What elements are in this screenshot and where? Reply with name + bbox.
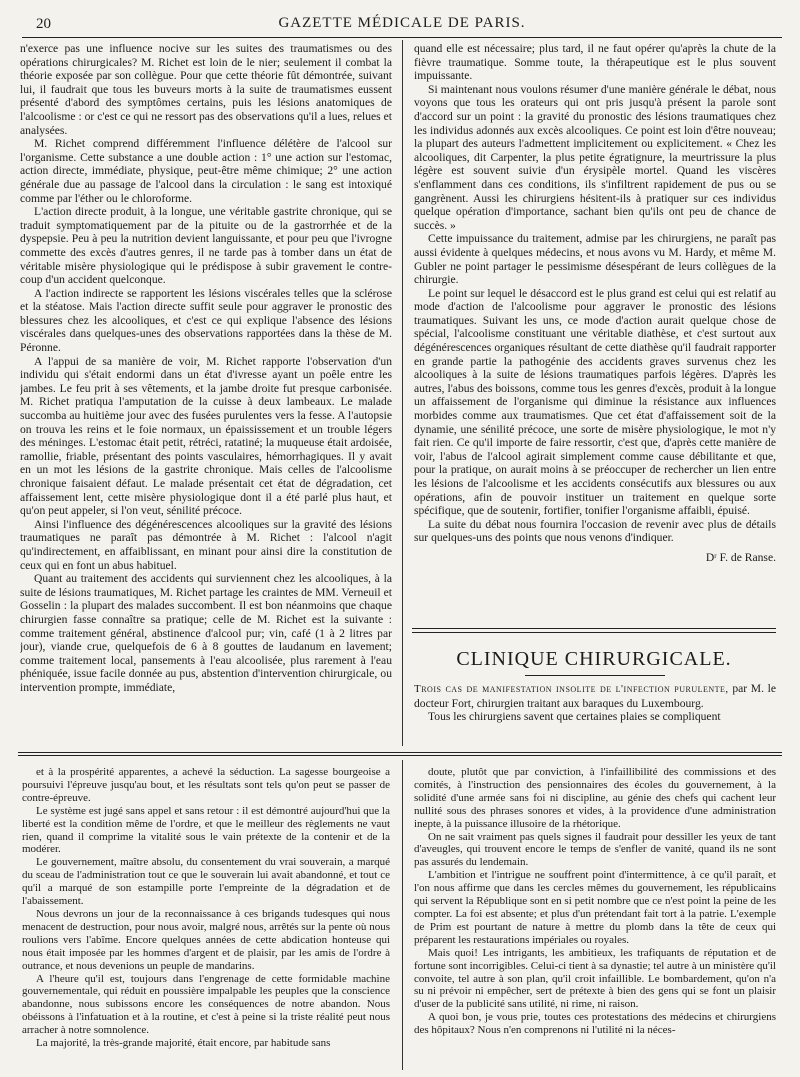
feuilleton-rule xyxy=(18,752,782,753)
section-rule xyxy=(412,628,776,629)
paragraph: La majorité, la très-grande majorité, était encore, par habitude sans xyxy=(36,1037,331,1050)
paragraph: M. Richet comprend différemment l'influence délétère de l'alcool sur l'organisme. Cette substance a une double action : 1° une action sur l'estomac, action directe, immédiate, physique, peut-être même chimique; 2° une action générale due au passage de l'alcool dans la circulation : le sang est intoxiqué comme par l'éther ou le chloroforme. xyxy=(20,137,392,205)
feuilleton-left-column xyxy=(22,766,390,1066)
clinic-article xyxy=(414,682,776,748)
article-heading xyxy=(414,682,776,710)
author-signature: Dʳ F. de Ranse. xyxy=(705,550,776,564)
paragraph: Mais quoi! Les intrigants, les ambitieux, les trafiquants de réputation et de fortune sont incorrigibles. Celui-ci tient à sa dynastie; tel autre à un ministère qu'il convoite, tel autre à son plan, qu'il croit infaillible. Le bombardement, qu'on n'a su ni prévoir ni empêcher, sert de prétexte à bien des gens qui se font un plaisir d'user de la publicité sans utilité, ni rime, ni raison. xyxy=(414,946,776,1011)
right-column xyxy=(414,42,776,622)
left-column xyxy=(20,42,392,744)
header-rule xyxy=(22,37,782,38)
paragraph: n'exerce pas une influence nocive sur les suites des traumatismes ou des opérations chirurgicales? M. Richet est loin de le nier; seulement il combat la théorie exposée par son collègue. Pour que cette théorie fût démontrée, suivant lui, il faudrait que tous les buveurs morts à la suite de traumatismes eussent présenté d'abord des symptômes certains, puis les lésions anatomiques de l'alcoolisme : or c'est ce qui ne ressort pas des observations qu'il a lues, relues et analysées. xyxy=(20,42,392,137)
feuilleton-right-column xyxy=(414,766,776,1066)
section-heading: CLINIQUE CHIRURGICALE. xyxy=(456,648,732,670)
heading-underline xyxy=(525,675,665,676)
paragraph: A l'heure qu'il est, toujours dans l'engrenage de cette formidable machine gouvernementale, qui réduit en poussière impalpable les peuples que la conscience abandonne, nous subissons encore les conséquences de notre abandon. Nous obéissons à l'infatuation et à la routine, et c'est à peine si la triste réalité peut nous arracher à notre somnolence. xyxy=(22,972,390,1037)
journal-title: GAZETTE MÉDICALE DE PARIS. xyxy=(278,15,526,31)
paragraph: L'action directe produit, à la longue, une véritable gastrite chronique, qui se traduit symptomatiquement par de la pituite ou de la gastrorrhée et de la dyspepsie. Peu à peu la nutrition devient languissante, et pour peu que l'ivrogne commette des excès d'autres genres, il ne tarde pas à tomber dans un état de véritable misère physiologique qui le prédispose à subir gravement le contre-coup d'un accident quelconque. xyxy=(20,205,392,287)
paragraph: doute, plutôt que par conviction, à l'infaillibilité des commissions et des comités, à l'instruction des pensionnaires des écoles du gouvernement, à la solidité d'une armée sans foi ni discipline, au génie des chefs qui cachent leur nullité sous des phrases sonores et vides, à la providence d'une administration inepte, à la puissance illusoire de la rhétorique. xyxy=(414,766,776,830)
paragraph: Tous les chirurgiens savent que certaines plaies se compliquent xyxy=(428,710,721,724)
paragraph: Le point sur lequel le désaccord est le plus grand est celui qui est relatif au mode d'action de l'alcoolisme pour aggraver le pronostic des lésions traumatiques. Suivant les uns, ce mode d'action aurait quelque chose de spécial, l'alcoolisme constituant une véritable diathèse, et c'est surtout aux dégénérescences organiques résultant de cette diathèse qu'il faudrait rapporter en grande partie la pathogénie des accidents graves survenus chez les alcooliques à la suite de lésions traumatiques parfois légères. D'après les autres, l'abus des boissons, comme tous les genres d'excès, produit à la longue un affaissement de l'organisme qui diminue la résistance aux influences morbides comme aux traumatismes. Que cet état d'affaissement soit de la dynamie, une sénilité précoce, une sorte de misère physiologique, le mot n'y fait rien. Ce qu'il importe de faire ressortir, c'est que, d'après cette manière de voir, l'abus de l'alcool agirait simplement comme cause débilitante et que, pour la pratique, on aurait moins à se préoccuper de rechercher un lien entre les lésions de l'alcoolisme et les accidents consécutifs aux blessures ou aux opérations, afin de pouvoir instituer un traitement en quelque sorte spécifique, que de soutenir, fortifier, tonifier l'organisme affaibli, épuisé. xyxy=(414,286,776,518)
paragraph: quand elle est nécessaire; plus tard, il ne faut opérer qu'après la chute de la fièvre traumatique. Somme toute, la thérapeutique est le plus souvent impuissante. xyxy=(414,42,776,83)
page-header xyxy=(22,14,782,36)
page-number: 20 xyxy=(36,16,51,32)
paragraph: A l'appui de sa manière de voir, M. Richet rapporte l'observation d'un individu qui s'était endormi dans un état d'ivresse ayant un poêle entre les jambes. Le feu prit à ses vêtements, et la jambe droite fut presque carbonisée. M. Richet pratiqua l'amputation de la cuisse à deux lambeaux. Le malade succomba au huitième jour avec des fusées purulentes vers la fesse. A l'autopsie on trouva les reins et le foie normaux, un épaississement et un trouble légers des méninges. L'estomac était petit, rétréci, ratatiné; la muqueuse était ardoisée, ramollie, friable, présentant des points vasculaires, hémorrhagiques. Il y avait en un mot les lésions de la gastrite chronique. Mais celles de l'alcoolisme chronique faisaient défaut. Le malade présentait cet état de dégradation, cet affaissement lent, cette misère physiologique dont il a été parlé plus haut, et qu'on peut appeler, si l'on veut, sénilité précoce. xyxy=(20,354,392,518)
paragraph: Ainsi l'influence des dégénérescences alcooliques sur la gravité des lésions traumatiques ne paraît pas démontrée à M. Richet : l'alcool n'agit qu'indirectement, en affaiblissant, en minant pour ainsi dire la constitution de ceux qui en font un abus habituel. xyxy=(20,517,392,572)
paragraph: On ne sait vraiment pas quels signes il faudrait pour dessiller les yeux de tant d'aveugles, qui trouvent encore le temps de s'enfler de vanité, quand ils ne sont pas assurés du lendemain. xyxy=(414,830,776,869)
paragraph: et à la prospérité apparentes, a achevé la séduction. La sagesse bourgeoise a poursuivi l'épreuve jusqu'au bout, et les résultats sont tels qu'on peut se passer de contre-épreuve. xyxy=(22,766,390,804)
column-divider xyxy=(402,40,403,746)
paragraph: A quoi bon, je vous prie, toutes ces protestations des médecins et chirurgiens des hôpitaux? Nous n'en comprenons ni l'utilité ni la néces- xyxy=(414,1011,776,1037)
paragraph: Quant au traitement des accidents qui surviennent chez les alcooliques, à la suite de lésions traumatiques, M. Richet partage les craintes de MM. Verneuil et Gosselin : la plupart des malades succombent. Il est bon néanmoins que chaque chirurgien fasse connaître sa pratique; celle de M. Richet est la suivante : comme traitement général, abstinence d'alcool pur; vin, café (1 à 2 litres par jour), viande crue, quelquefois de 6 à 8 gouttes de laudanum en lavement; comme traitement local, pansements à l'eau alcoolisée, plus rarement à l'eau phéniquée, issue facile donnée au pus, abstention d'intervention chirurgicale, ou intervention prompte, immédiate, xyxy=(20,572,392,694)
paragraph: Le gouvernement, maître absolu, du consentement du vrai souverain, a marqué du sceau de l'administration tout ce que le souverain lui avait abandonné, et tout ce qu'il a marqué de son estampille porte l'empreinte de la dégradation et de l'abaissement. xyxy=(22,856,390,908)
paragraph: Le système est jugé sans appel et sans retour : il est démontré aujourd'hui que la liberté est la condition même de l'ordre, et que le meilleur des règlements ne vaut rien, quand il comprime la vitalité sous le vain prétexte de la contenir et de la modérer. xyxy=(22,804,390,856)
paragraph: Si maintenant nous voulons résumer d'une manière générale le débat, nous voyons que tous les orateurs qui ont pris jusqu'à présent la parole sont d'accord sur un point : la gravité du pronostic des lésions traumatiques chez les individus adonnés aux excès alcooliques. Ce point est loin d'être nouveau; la plupart des auteurs l'admettent implicitement ou explicitement. « Chez les alcooliques, dit Carpenter, la plus petite égratignure, la meurtrissure la plus légère est souvent suivie d'un érysipèle mortel. Quand les viscères s'enflamment dans ces conditions, ils s'infiltrent rapidement de pus ou se gangrènent. Aussi les chirurgiens hésitent-ils à pratiquer sur ces individus quelque opération d'importance, sachant bien qu'ils ont peu de chance de succès. » xyxy=(414,82,776,232)
paragraph: L'ambition et l'intrigue ne souffrent point d'intermittence, à ce qu'il paraît, et l'on nous affirme que dans les cercles mêmes du gouvernement, les républicains qui servent la République sont en si petit nombre que ce n'est point la peine de les compter. La foi est absente; et plus d'un prétendant fait tort à la patrie. L'exemple de Prim est pourtant de nature à mettre du plomb dans la tête de ceux qui préparent les restaurations impériales ou royales. xyxy=(414,869,776,946)
feuilleton-rule xyxy=(18,755,782,756)
paragraph: La suite du débat nous fournira l'occasion de revenir avec plus de détails sur quelques-uns des points que nous venons d'indiquer. xyxy=(414,517,776,545)
column-divider xyxy=(402,760,403,1070)
paragraph: A l'action indirecte se rapportent les lésions viscérales telles que la sclérose et la stéatose. Mais l'action directe suffit seule pour aggraver le pronostic des blessures chez les alcooliques, et c'est ce qui explique l'absence des lésions viscérales dans quelques-unes des observations rapportées dans la thèse de M. Péronne. xyxy=(20,286,392,355)
paragraph: Cette impuissance du traitement, admise par les chirurgiens, ne paraît pas aussi évidente à quelques médecins, et nous avons vu M. Hardy, et même M. Gubler ne point partager le pessimisme désespérant de leurs collègues de la chirurgie. xyxy=(414,232,776,287)
article-title: Trois cas de manifestation insolite de l'infection purulente, xyxy=(414,683,729,695)
section-rule xyxy=(412,632,776,633)
paragraph: Nous devrons un jour de la reconnaissance à ces brigands tudesques qui nous menacent de destruction, pour nous avoir, malgré nous, arrêtés sur la pente où nous roulions vers l'abîme. Encore quelques années de cette abdication honteuse qui nous était imposée par les hommes d'argent et de plaisir, par les amis de l'ordre à outrance, et nous devenions un peuple de mandarins. xyxy=(22,907,390,972)
article-byline: par M. le docteur Fort, chirurgien traitant aux baraques du Luxembourg. xyxy=(414,682,776,710)
